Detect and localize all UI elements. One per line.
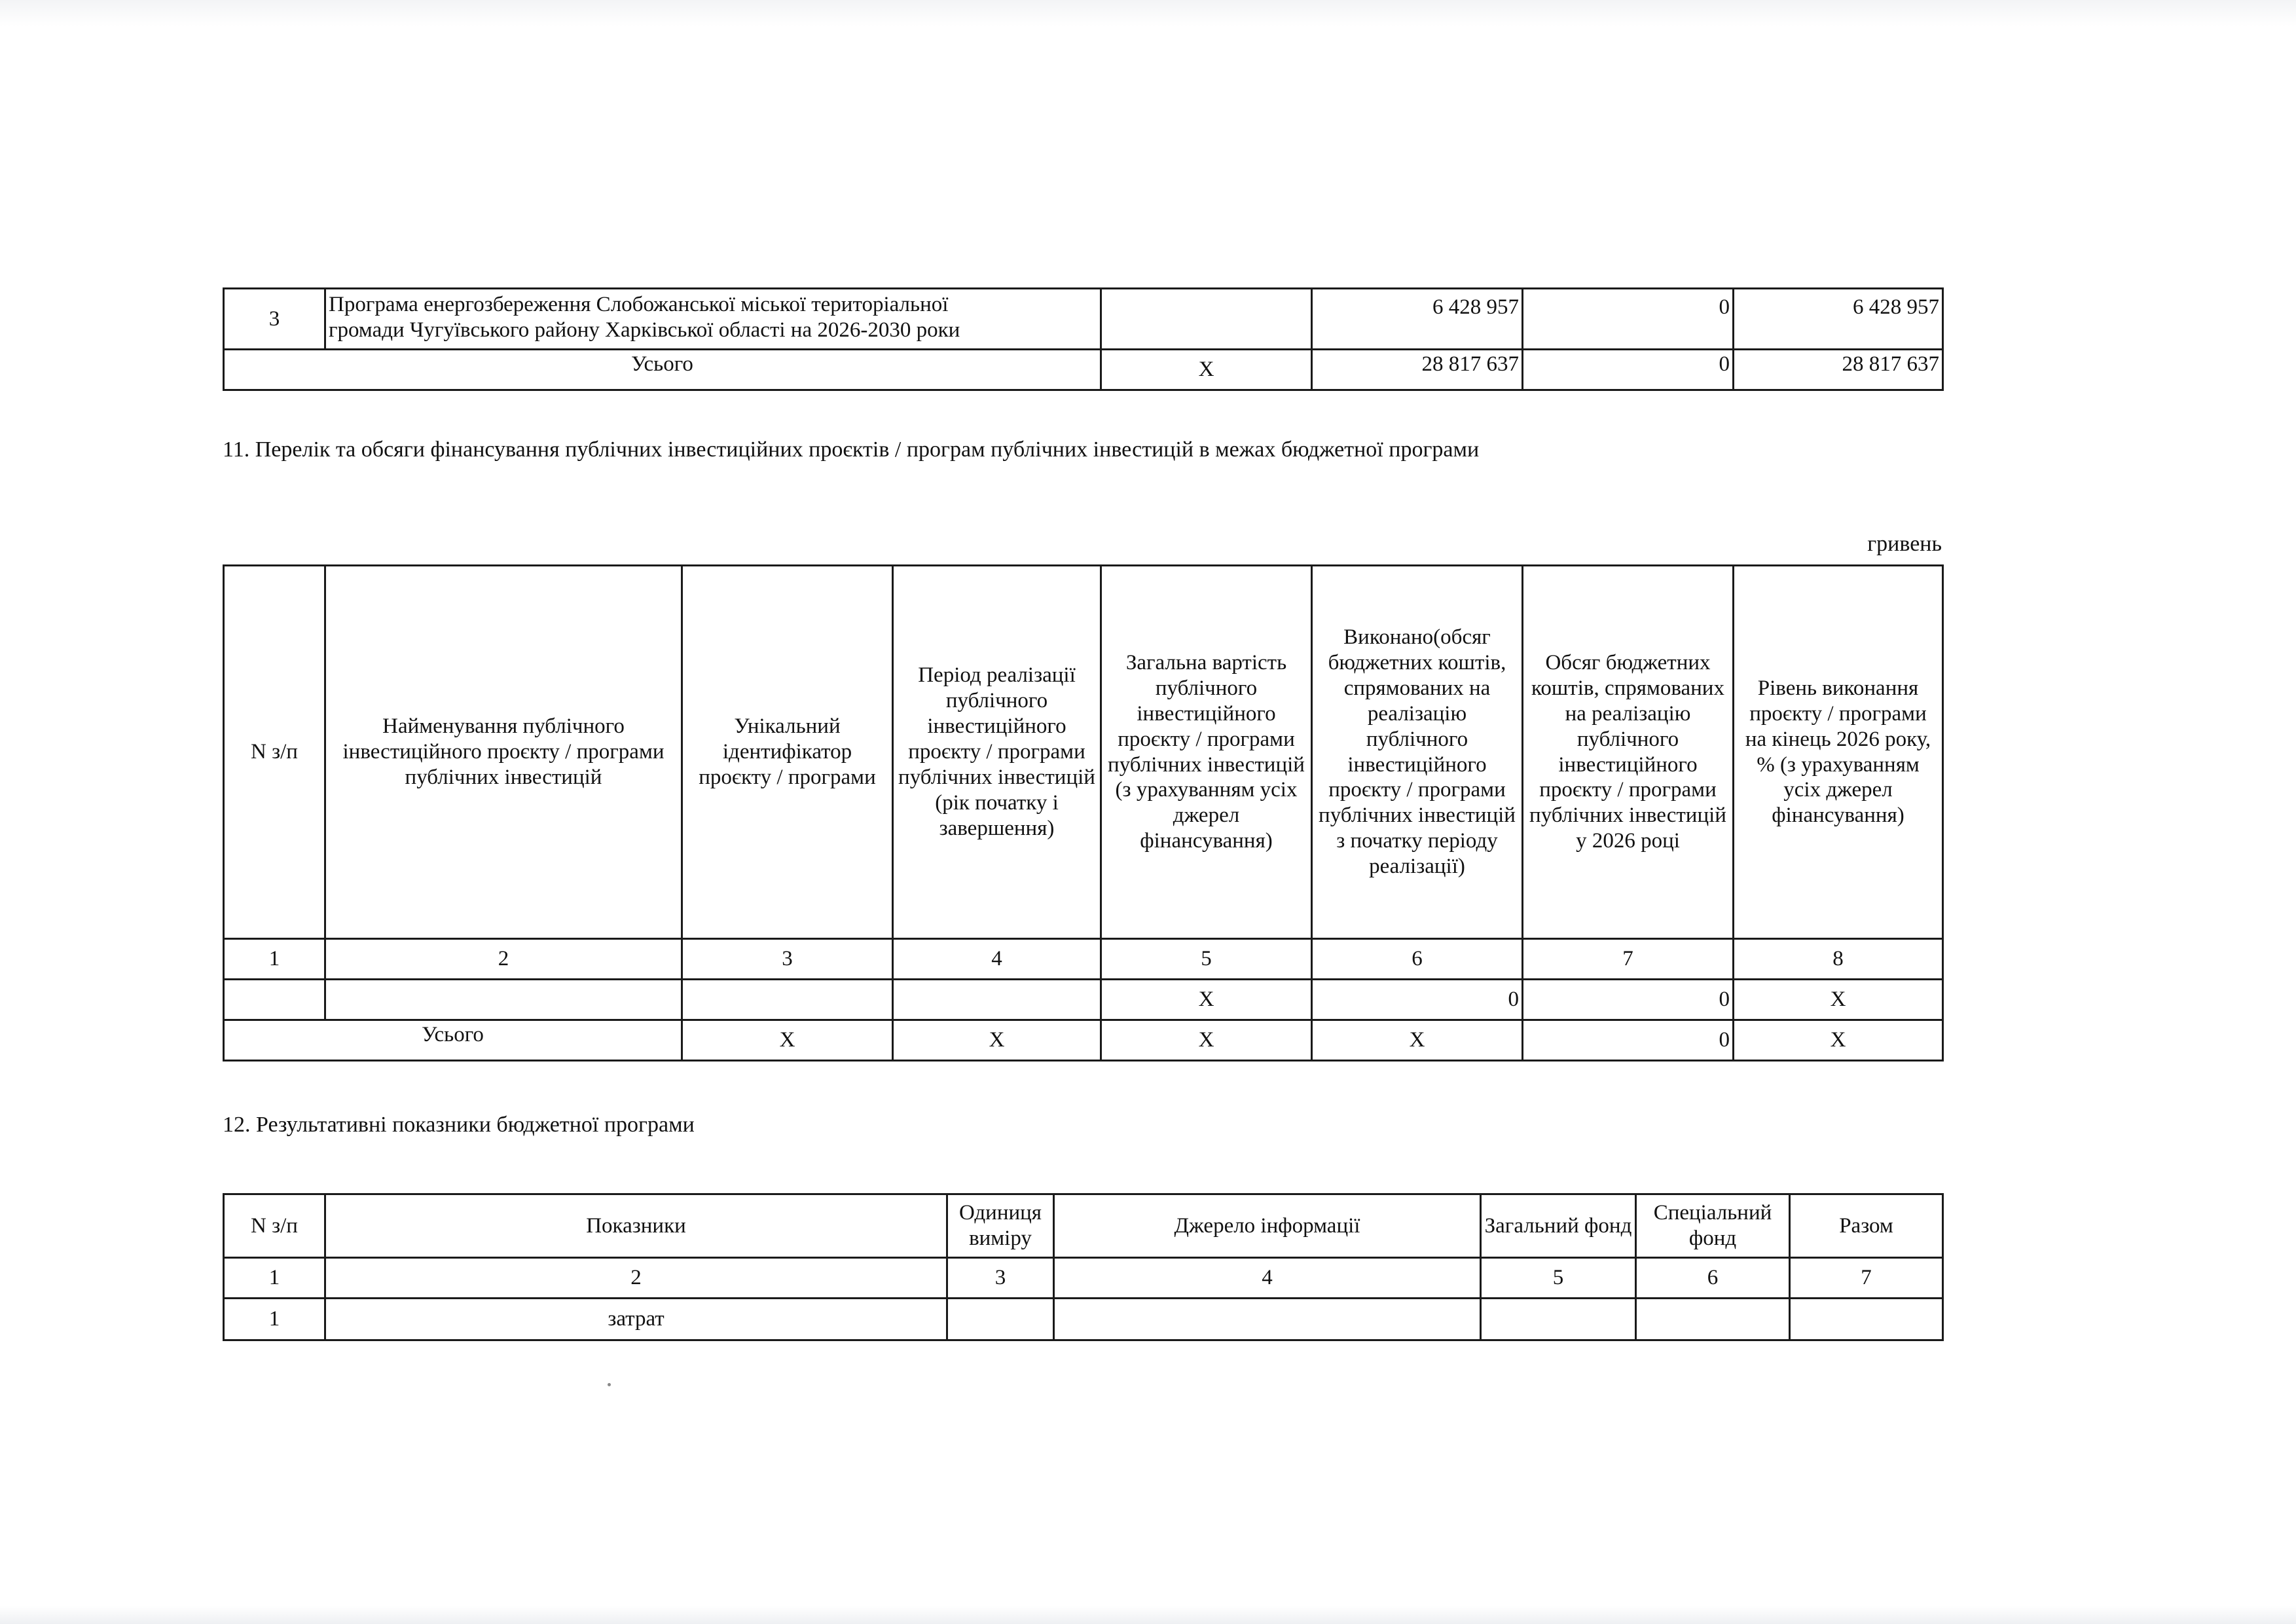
header-row	[224, 566, 1943, 939]
total-cell: Х	[1101, 1020, 1312, 1061]
section-11-title: 11. Перелік та обсяги фінансування публічних інвестиційних проєктів / програм публічних інвестицій в межах бюджетної програми	[223, 437, 1480, 462]
indicator-general	[1481, 1299, 1636, 1340]
col-num: 5	[1481, 1258, 1636, 1299]
col-num: 1	[224, 939, 325, 980]
investment-projects-table	[223, 564, 1944, 1061]
total-row	[224, 1020, 1943, 1061]
header-number: N з/п	[224, 566, 325, 939]
row-number: 1	[224, 1299, 325, 1340]
programs-table	[223, 287, 1944, 391]
col-num: 7	[1523, 939, 1734, 980]
indicator-sum	[1790, 1299, 1943, 1340]
header-sum: Разом	[1790, 1194, 1943, 1258]
header-completion-level: Рівень виконання проєкту / програми на кінець 2026 року, % (з урахуванням усіх джерел фінансування)	[1734, 566, 1943, 939]
total-sum: 28 817 637	[1734, 350, 1943, 390]
unit-label: гривень	[1867, 532, 1942, 556]
program-total: 6 428 957	[1312, 289, 1523, 350]
table-row	[224, 1299, 1943, 1340]
total-general: 28 817 637	[1312, 350, 1523, 390]
total-label: Усього	[224, 1020, 682, 1061]
performance-indicators-table	[223, 1193, 1944, 1341]
col-num: 7	[1790, 1258, 1943, 1299]
table-row	[224, 289, 1943, 350]
header-project-name: Найменування публічного інвестиційного проєкту / програми публічних інвестицій	[325, 566, 682, 939]
total-row	[224, 350, 1943, 390]
indicator-special	[1636, 1299, 1790, 1340]
col-num: 5	[1101, 939, 1312, 980]
header-special-fund: Спеціальний фонд	[1636, 1194, 1790, 1258]
col-num: 8	[1734, 939, 1943, 980]
section-12-title: 12. Результативні показники бюджетної програми	[223, 1113, 695, 1137]
col-num: 6	[1636, 1258, 1790, 1299]
total-special: 0	[1523, 350, 1734, 390]
data-cell	[682, 980, 893, 1020]
row-number: 3	[224, 289, 325, 350]
header-identifier: Унікальний ідентифікатор проєкту / програми	[682, 566, 893, 939]
col-num: 6	[1312, 939, 1523, 980]
program-cell-col3	[1101, 289, 1312, 350]
scan-edge-bottom	[0, 1606, 2296, 1624]
total-cell: Х	[1312, 1020, 1523, 1061]
header-completed: Виконано(обсяг бюджетних коштів, спрямованих на реалізацію публічного інвестиційного проєкту / програми публічних інвестицій з початку періоду реалізації)	[1312, 566, 1523, 939]
header-budget-volume: Обсяг бюджетних коштів, спрямованих на реалізацію публічного інвестиційного проєкту / програми публічних інвестицій у 2026 році	[1523, 566, 1734, 939]
program-name-line1: Програма енергозбереження Слобожанської міської територіальної	[329, 293, 949, 316]
data-cell	[224, 980, 325, 1020]
data-cell: Х	[1734, 980, 1943, 1020]
col-num: 4	[893, 939, 1101, 980]
scan-speck	[608, 1383, 611, 1386]
table-row	[224, 980, 1943, 1020]
header-row	[224, 1194, 1943, 1258]
program-sum: 6 428 957	[1734, 289, 1943, 350]
data-cell: 0	[1523, 980, 1734, 1020]
header-source: Джерело інформації	[1054, 1194, 1481, 1258]
header-number: N з/п	[224, 1194, 325, 1258]
header-period: Період реалізації публічного інвестиційного проєкту / програми публічних інвестицій (рік початку і завершення)	[893, 566, 1101, 939]
header-unit: Одиниця виміру	[947, 1194, 1054, 1258]
total-col3: Х	[1101, 350, 1312, 390]
col-num: 3	[947, 1258, 1054, 1299]
header-general-fund: Загальний фонд	[1481, 1194, 1636, 1258]
indicator-name: затрат	[325, 1299, 947, 1340]
col-num: 2	[325, 939, 682, 980]
indicator-unit	[947, 1299, 1054, 1340]
program-name-line2: громади Чугуївського району Харківської області на 2026-2030 роки	[329, 318, 960, 342]
header-total-cost: Загальна вартість публічного інвестиційного проєкту / програми публічних інвестицій (з урахуванням усіх джерел фінансування)	[1101, 566, 1312, 939]
data-cell: Х	[1101, 980, 1312, 1020]
program-special: 0	[1523, 289, 1734, 350]
program-name	[325, 289, 1101, 350]
col-num: 1	[224, 1258, 325, 1299]
indicator-source	[1054, 1299, 1481, 1340]
total-cell: 0	[1523, 1020, 1734, 1061]
column-numbers-row	[224, 939, 1943, 980]
column-numbers-row	[224, 1258, 1943, 1299]
total-cell: Х	[682, 1020, 893, 1061]
data-cell	[893, 980, 1101, 1020]
total-label: Усього	[224, 350, 1101, 390]
scan-edge-top	[0, 0, 2296, 26]
col-num: 4	[1054, 1258, 1481, 1299]
header-indicators: Показники	[325, 1194, 947, 1258]
col-num: 2	[325, 1258, 947, 1299]
data-cell	[325, 980, 682, 1020]
col-num: 3	[682, 939, 893, 980]
total-cell: Х	[1734, 1020, 1943, 1061]
total-cell: Х	[893, 1020, 1101, 1061]
data-cell: 0	[1312, 980, 1523, 1020]
